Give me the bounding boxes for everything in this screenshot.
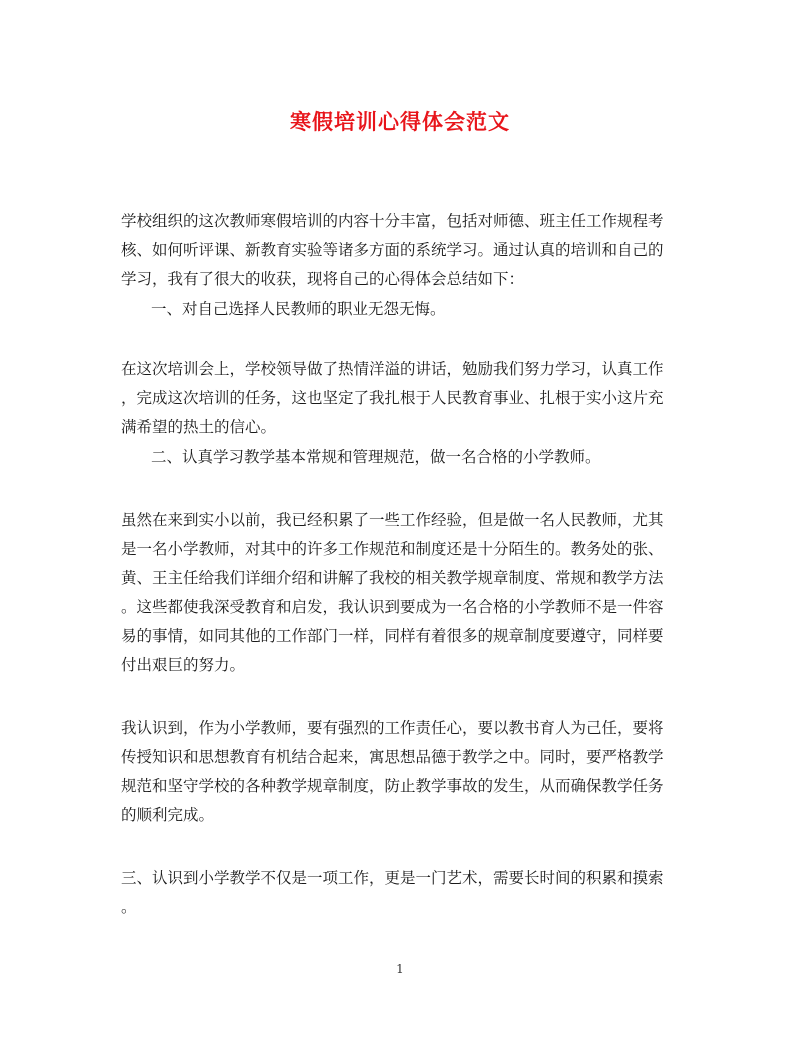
page-number: 1 (396, 962, 404, 976)
text-line: 黄、王主任给我们详细介绍和讲解了我校的相关教学规章制度、常规和教学方法 (121, 569, 664, 587)
text-line: 核、如何听评课、新教育实验等诸多方面的系统学习。通过认真的培训和自己的 (121, 241, 664, 259)
text-line: 学习，我有了很大的收获，现将自己的心得体会总结如下： (121, 270, 525, 288)
text-line: 规范和坚守学校的各种教学规章制度，防止教学事故的发生，从而确保教学任务 (121, 777, 664, 795)
text-line: 的顺利完成。 (121, 806, 215, 824)
text-line: ，完成这次培训的任务，这也坚定了我扎根于人民教育事业、扎根于实小这片充 (121, 389, 664, 407)
section-heading: 二、认真学习教学基本常规和管理规范，做一名合格的小学教师。 (151, 448, 601, 466)
text-line: 是一名小学教师，对其中的许多工作规范和制度还是十分陌生的。教务处的张、 (121, 540, 664, 558)
document-title: 寒假培训心得体会范文 (290, 109, 510, 134)
text-line: 三、认识到小学教学不仅是一项工作，更是一门艺术，需要长时间的积累和摸索 (121, 869, 664, 887)
text-line: 满希望的热土的信心。 (121, 418, 277, 436)
text-line: 。 (121, 898, 137, 916)
text-line: 在这次培训会上，学校领导做了热情洋溢的讲话，勉励我们努力学习，认真工作 (121, 360, 664, 378)
section-heading: 一、对自己选择人民教师的职业无怨无悔。 (151, 300, 446, 318)
text-line: 虽然在来到实小以前，我已经积累了一些工作经验，但是做一名人民教师，尤其 (121, 511, 664, 529)
text-line: 。这些都使我深受教育和启发，我认识到要成为一名合格的小学教师不是一件容 (121, 598, 664, 616)
text-line: 学校组织的这次教师寒假培训的内容十分丰富，包括对师德、班主任工作规程考 (121, 212, 664, 230)
text-line: 付出艰巨的努力。 (121, 656, 246, 674)
text-line: 易的事情，如同其他的工作部门一样，同样有着很多的规章制度要遵守，同样要 (121, 627, 664, 645)
text-line: 我认识到，作为小学教师，要有强烈的工作责任心，要以教书育人为己任，要将 (121, 719, 664, 737)
text-line: 传授知识和思想教育有机结合起来，寓思想品德于教学之中。同时，要严格教学 (121, 748, 664, 766)
